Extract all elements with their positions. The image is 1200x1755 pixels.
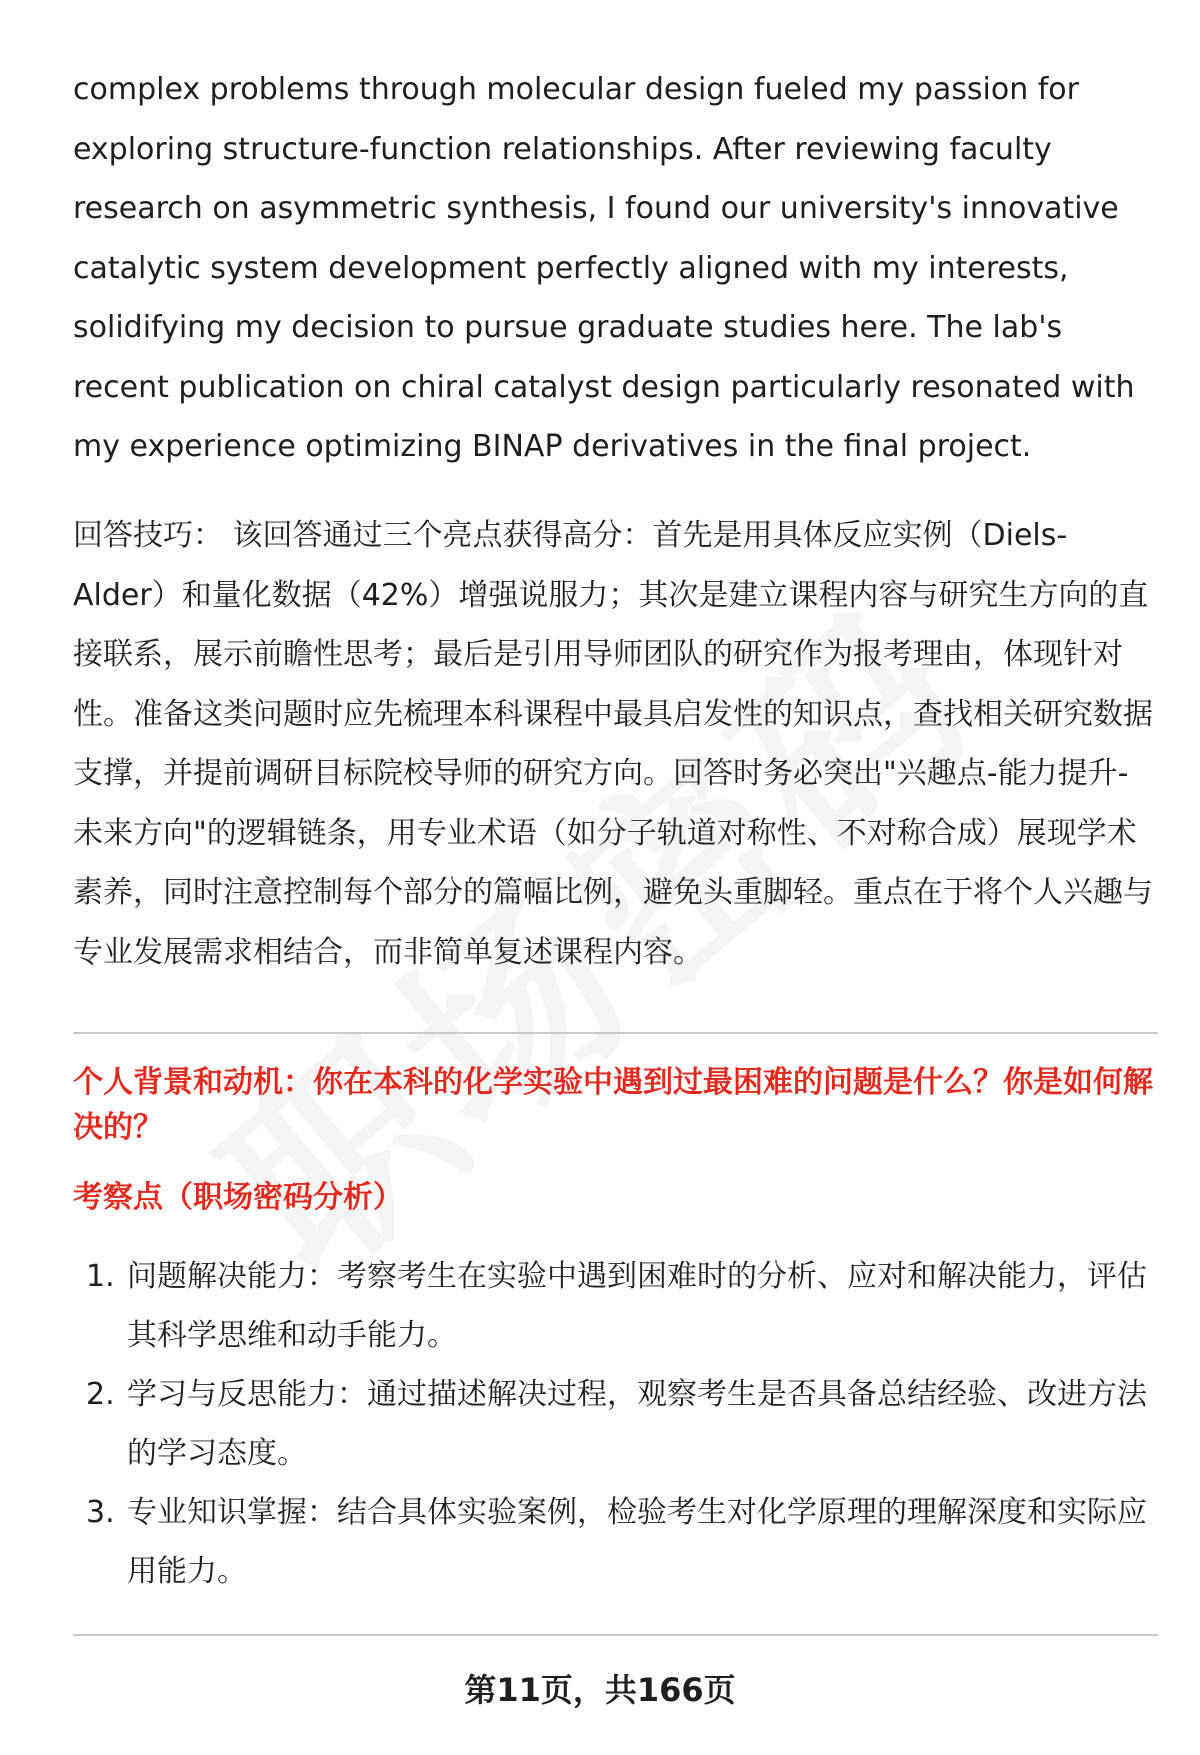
list-item-number: 2. [86,1377,115,1412]
list-item-number: 1. [86,1259,115,1294]
footer-divider [73,1634,1158,1636]
section-divider [73,1032,1158,1034]
list-item-text: 问题解决能力：考察考生在实验中遇到困难时的分析、应对和解决能力，评估其科学思维和动手能力。 [127,1259,1147,1353]
list-item [73,1483,1158,1601]
english-answer-paragraph: complex problems through molecular design fueled my passion for exploring structure-function relationships. After reviewing faculty research on asymmetric synthesis, I found our university's innovative catalytic system development perfectly aligned with my interests, solidifying my decision to pursue graduate studies here. The lab's recent publication on chiral catalyst design particularly resonated with my experience optimizing BINAP derivatives in the final project. [73,72,1135,464]
question-heading: 个人背景和动机：你在本科的化学实验中遇到过最困难的问题是什么？你是如何解决的？ [73,1065,1153,1145]
list-item-number: 3. [86,1495,115,1530]
assessment-points-heading: 考察点（职场密码分析） [73,1180,403,1215]
assessment-points-list [73,1247,1158,1601]
list-item [73,1365,1158,1483]
list-item [73,1247,1158,1365]
list-item-text: 学习与反思能力：通过描述解决过程，观察考生是否具备总结经验、改进方法的学习态度。 [127,1377,1147,1471]
list-item-text: 专业知识掌握：结合具体实验案例，检验考生对化学原理的理解深度和实际应用能力。 [127,1495,1147,1589]
answer-tips-paragraph: 回答技巧： 该回答通过三个亮点获得高分：首先是用具体反应实例（Diels-Alder）和量化数据（42%）增强说服力；其次是建立课程内容与研究生方向的直接联系，展示前瞻性思考；最后是引用导师团队的研究作为报考理由，体现针对性。准备这类问题时应先梳理本科课程中最具启发性的知识点，查找相关研究数据支撑，并提前调研目标院校导师的研究方向。回答时务必突出"兴趣点-能力提升-未来方向"的逻辑链条，用专业术语（如分子轨道对称性、不对称合成）展现学术素养，同时注意控制每个部分的篇幅比例，避免头重脚轻。重点在于将个人兴趣与专业发展需求相结合，而非简单复述课程内容。 [73,518,1153,970]
page-number-footer: 第11页，共166页 [464,1671,736,1709]
